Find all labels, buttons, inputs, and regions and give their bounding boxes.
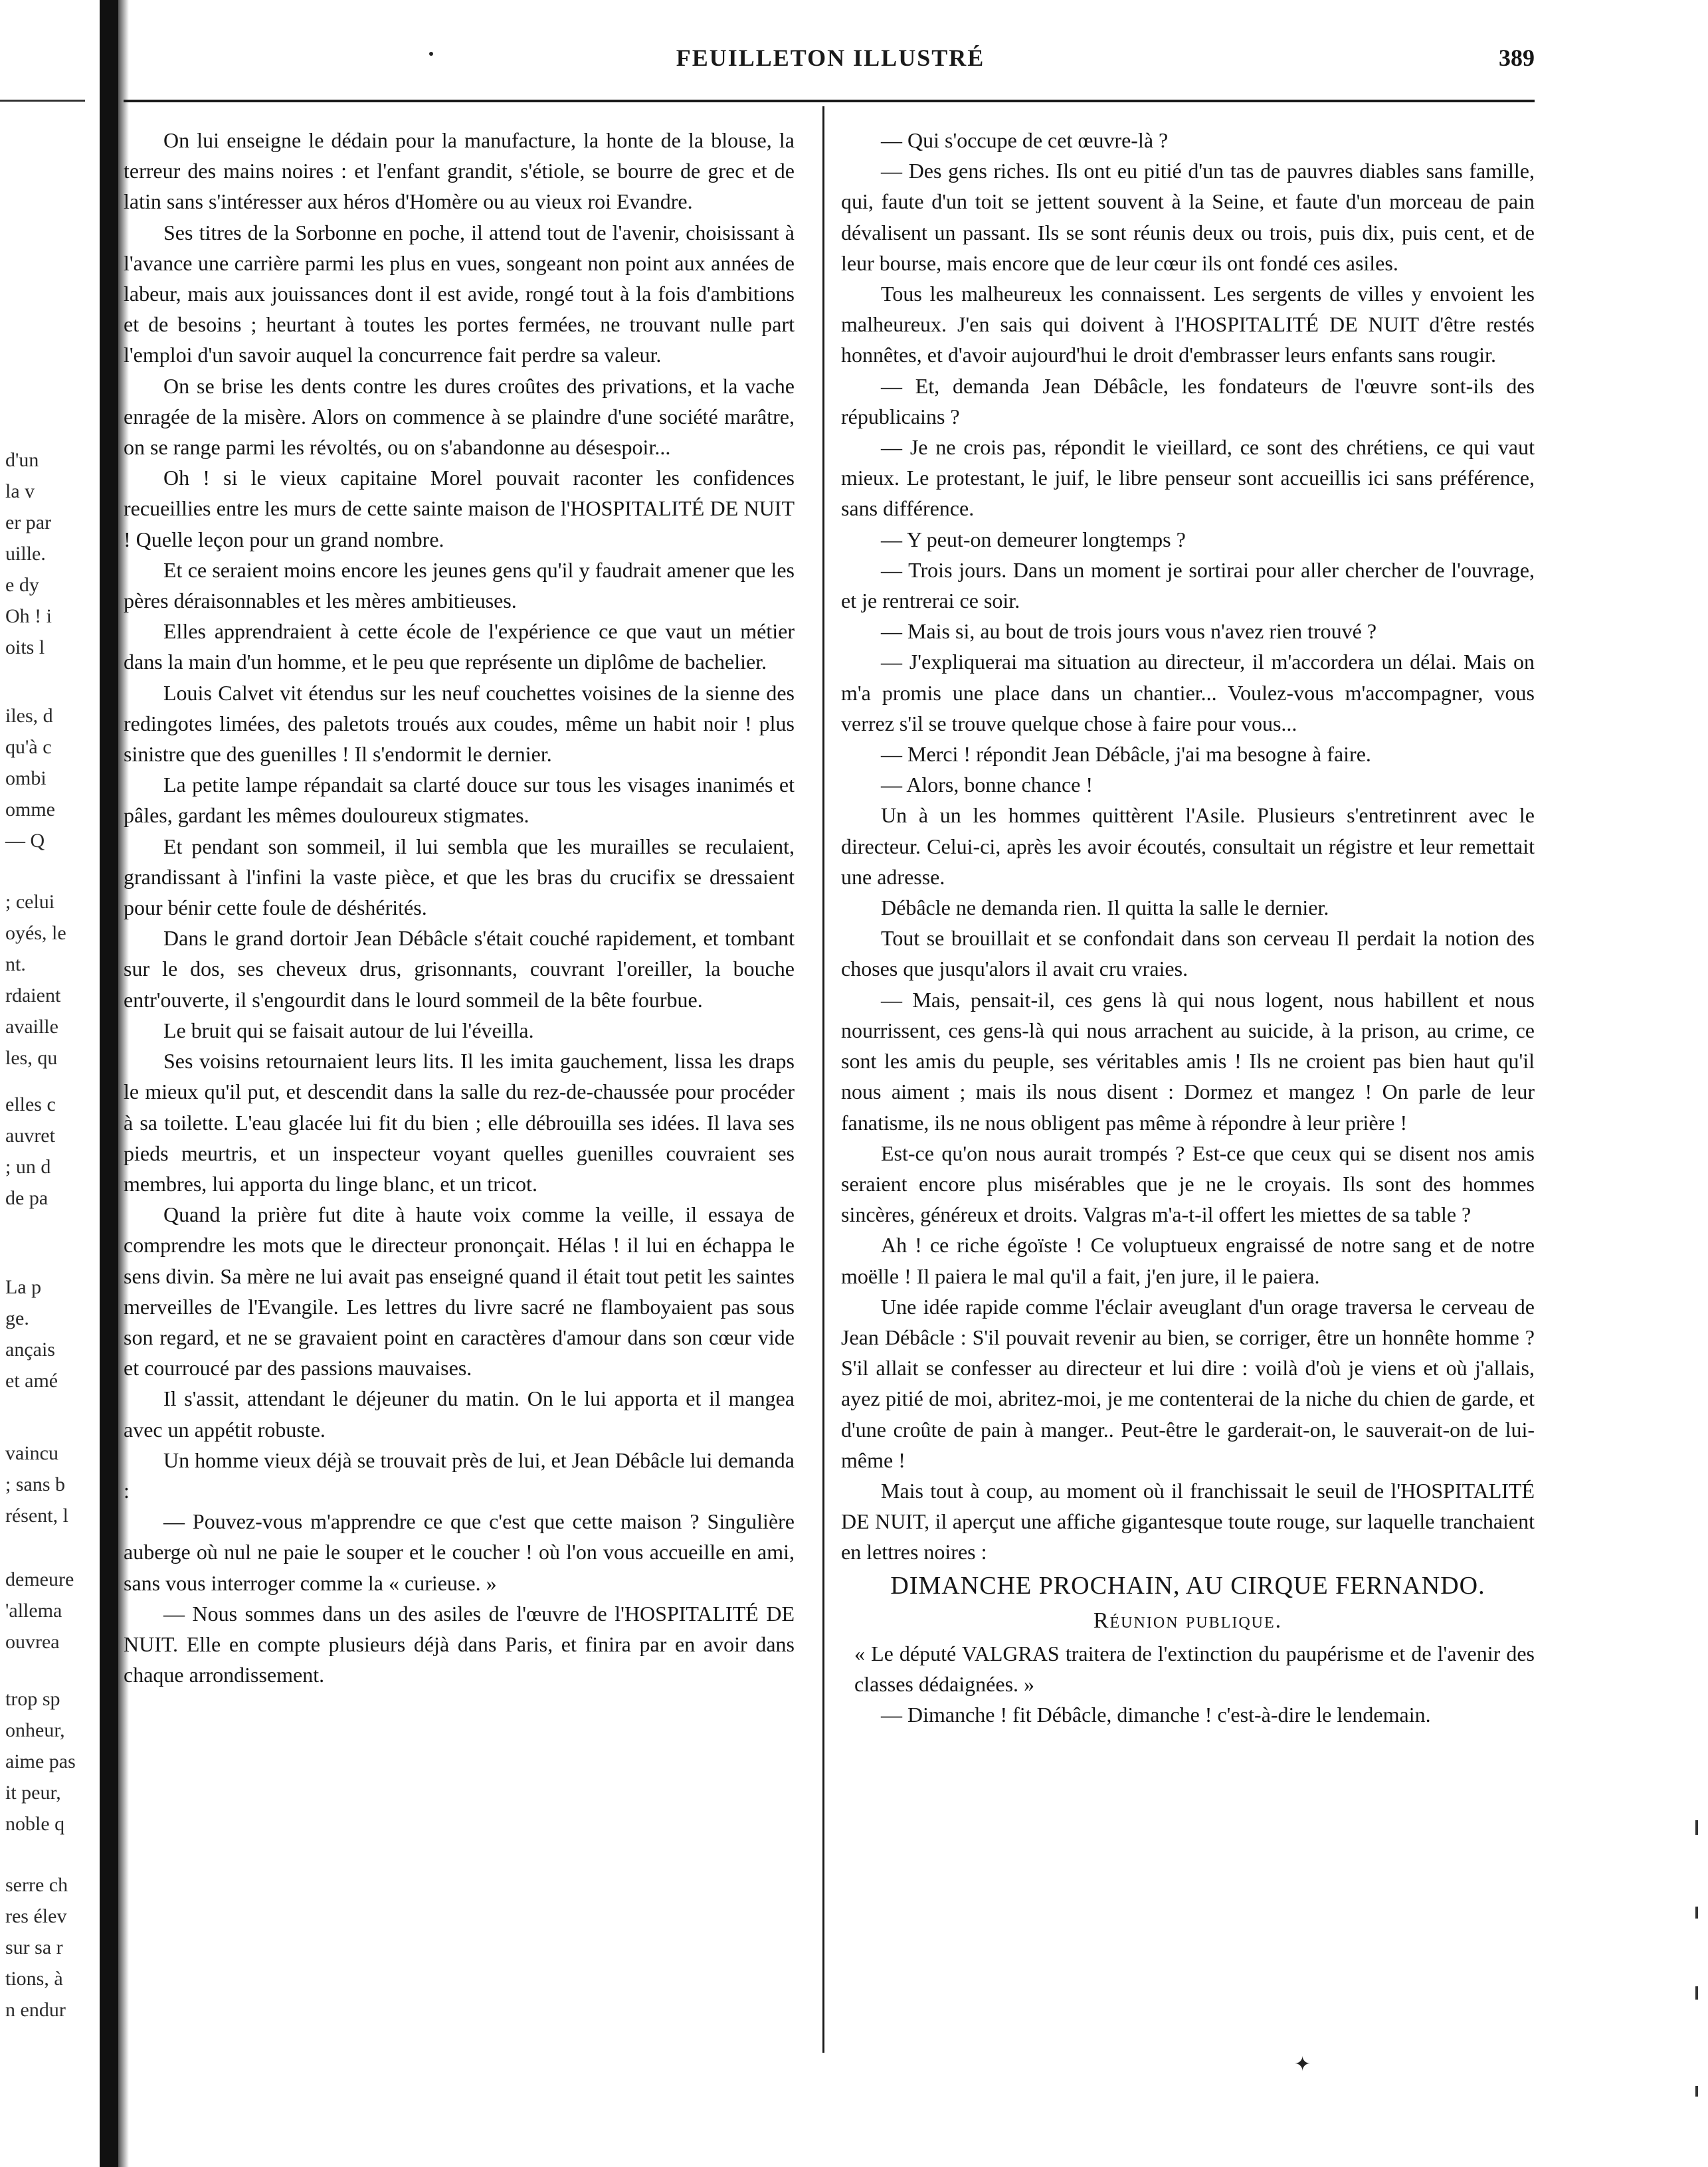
facing-page-fragment: omme: [5, 799, 55, 820]
paragraph: Un à un les hommes quittèrent l'Asile. Plusieurs s'entretinrent avec le directeur. Celui-ci, après les avoir écoutés, consultait un régistre et leur remettait une adresse.: [841, 803, 1535, 889]
closing-paragraph: — Dimanche ! fit Débâcle, dimanche ! c'est-à-dire le lendemain.: [881, 1702, 1431, 1727]
facing-page-fragment: ; celui: [5, 891, 55, 913]
facing-page-fragment: Oh ! i: [5, 605, 52, 627]
paragraph: Et pendant son sommeil, il lui sembla que les murailles se reculaient, grandissant à l'infini la vaste pièce, et que les bras du crucifix se dressaient pour bénir cette foule de déshérités.: [124, 834, 795, 920]
facing-page-fragment: elles c: [5, 1093, 56, 1115]
facing-page-fragment: aime pas: [5, 1750, 76, 1772]
poster-headline: DIMANCHE PROCHAIN, AU CIRQUE FERNANDO.: [890, 1571, 1485, 1600]
scan-edge-mark: [1695, 2086, 1698, 2097]
paragraph: Tout se brouillait et se confondait dans son cerveau Il perdait la notion des choses que jusqu'alors il avait cru vraies.: [841, 926, 1535, 981]
paragraph: Le bruit qui se faisait autour de lui l'éveilla.: [163, 1018, 534, 1042]
paragraph: Est-ce qu'on nous aurait trompés ? Est-ce que ceux qui se disent nos amis seraient encore plus misérables que je ne le croyais. Ils sont des hommes sincères, généreux et droits. Valgras m'a-t-il offert les miettes de sa table ?: [841, 1141, 1535, 1227]
paragraph: Il s'assit, attendant le déjeuner du matin. On le lui apporta et il mangea avec un appétit robuste.: [124, 1386, 795, 1442]
right-column: [841, 125, 1535, 1730]
facing-page-fragment: ge.: [5, 1307, 29, 1329]
facing-page-fragment: de pa: [5, 1187, 48, 1209]
facing-page-fragment: la v: [5, 480, 35, 502]
paragraph: — J'expliquerai ma situation au directeur, il m'accordera un délai. Mais on m'a promis une place dans un chantier... Voulez-vous m'accompagner, vous verrez s'il se trouve quelque chose à faire pour vous...: [841, 650, 1535, 735]
facing-page-fragment: sur sa r: [5, 1936, 63, 1958]
scan-edge-mark: [1695, 1986, 1698, 2000]
paragraph: — Et, demanda Jean Débâcle, les fondateurs de l'œuvre sont-ils des républicains ?: [841, 373, 1535, 428]
paragraph: Débâcle ne demanda rien. Il quitta la salle le dernier.: [881, 895, 1329, 920]
facing-page-fragment: les, qu: [5, 1047, 58, 1069]
paragraph: — Alors, bonne chance !: [881, 773, 1093, 797]
paragraph: Mais tout à coup, au moment où il franchissait le seuil de l'HOSPITALITÉ DE NUIT, il aperçut une affiche gigantesque toute rouge, sur laquelle tranchaient en lettres noires :: [841, 1478, 1535, 1564]
paragraph: Et ce seraient moins encore les jeunes gens qu'il y faudrait amener que les pères déraisonnables et les mères ambitieuses.: [124, 557, 795, 613]
paragraph: Ses voisins retournaient leurs lits. Il les imita gauchement, lissa les draps le mieux qu'il put, et descendit dans la salle du rez-de-chaussée pour procéder à sa toilette. L'eau glacée lui fit du bien ; elle débrouilla ses idées. Il lava ses pieds meurtris, et un inspecteur voyant quelles guenilles couvraient ses membres, lui apporta du linge blanc, et un tricot.: [124, 1049, 795, 1196]
column-divider: [822, 106, 824, 2053]
paragraph: Tous les malheureux les connaissent. Les sergents de villes y envoient les malheureux. J'en sais qui doivent à l'HOSPITALITÉ DE NUIT d'être restés honnêtes, et d'avoir aujourd'hui le droit d'embrasser leurs enfants sans rougir.: [841, 282, 1535, 367]
poster-subheadline: Réunion publique.: [1093, 1608, 1283, 1633]
paragraph: — Mais si, au bout de trois jours vous n'avez rien trouvé ?: [881, 619, 1377, 644]
scan-edge-mark: [1695, 1820, 1698, 1835]
facing-page-fragment: d'un: [5, 449, 39, 471]
paragraph: On lui enseigne le dédain pour la manufacture, la honte de la blouse, la terreur des mains noires : et l'enfant grandit, s'étiole, se bourre de grec et de latin sans s'intéresser aux héros d'Homère ou au vieux roi Evandre.: [124, 128, 795, 214]
facing-page-fragment: oyés, le: [5, 922, 66, 944]
paragraph: Oh ! si le vieux capitaine Morel pouvait raconter les confidences recueillies entre les murs de cette sainte maison de l'HOSPITALITÉ DE NUIT ! Quelle leçon pour un grand nombre.: [124, 466, 795, 551]
poster-text: « Le député VALGRAS traitera de l'extinction du paupérisme et de l'avenir des classes dédaignées. »: [854, 1641, 1535, 1696]
facing-page-fragment: tions, à: [5, 1968, 63, 1990]
paragraph: Ses titres de la Sorbonne en poche, il attend tout de l'avenir, choisissant à l'avance une carrière parmi les plus en vues, songeant non point aux années de labeur, mais aux jouissances dont il est avide, rongé tout à la fois d'ambitions et de besoins ; heurtant à toutes les portes fermées, ne trouvant nulle part l'emploi d'un savoir auquel la concurrence fait perdre sa valeur.: [124, 220, 795, 367]
paragraph: Un homme vieux déjà se trouvait près de lui, et Jean Débâcle lui demanda :: [124, 1448, 795, 1503]
facing-page-fragment: ; sans b: [5, 1473, 65, 1495]
facing-page-fragment: qu'à c: [5, 736, 52, 758]
facing-page-fragment: e dy: [5, 574, 39, 596]
paragraph: — Mais, pensait-il, ces gens là qui nous logent, nous habillent et nous nourrissent, ces gens-là qui nous arrachent au suicide, à la prison, au crime, ce sont les amis du peuple, ses véritables amis ! Ils ne croient pas bien haut qu'il nous aiment ; mais ils nous disent : Dormez et mangez ! On parle de leur fanatisme, ils ne nous obligent pas même à répondre à leur prière !: [841, 987, 1535, 1135]
facing-page-fragment: it peur,: [5, 1782, 61, 1804]
facing-page-fragment: et amé: [5, 1370, 58, 1392]
paragraph: Ah ! ce riche égoïste ! Ce voluptueux engraissé de notre sang et de notre moëlle ! Il paiera le mal qu'il a fait, j'en jure, il le paiera.: [841, 1233, 1535, 1288]
facing-page-fragment: serre ch: [5, 1874, 68, 1896]
facing-page-fragment: La p: [5, 1276, 42, 1298]
facing-page-fragment: onheur,: [5, 1719, 65, 1741]
book-spine-shadow: [100, 0, 118, 2167]
facing-page-fragment: er par: [5, 512, 52, 533]
facing-page-fragment: noble q: [5, 1813, 65, 1835]
facing-page-fragment: demeure: [5, 1568, 74, 1590]
paragraph: — Des gens riches. Ils ont eu pitié d'un tas de pauvres diables sans famille, qui, faute d'un toit se jettent souvent à la Seine, et faute d'un morceau de pain dévalisent un passant. Ils se sont réunis deux ou trois, puis dix, puis cent, et de leur bourse, mais encore que de leur cœur ils ont fondé ces asiles.: [841, 159, 1535, 275]
facing-page-fragment: ombi: [5, 767, 47, 789]
facing-page-fragment: 'allema: [5, 1600, 62, 1622]
facing-page-fragment: n endur: [5, 1999, 66, 2021]
paragraph: Elles apprendraient à cette école de l'expérience ce que vaut un métier dans la main d'un homme, et le peu que représente un diplôme de bachelier.: [124, 619, 795, 674]
facing-page-fragment: vaincu: [5, 1442, 58, 1464]
end-ornament: ✦: [1294, 2053, 1311, 2075]
facing-page-fragment: — Q: [5, 830, 45, 852]
paragraph: — Je ne crois pas, répondit le vieillard, ce sont des chrétiens, ce qui vaut mieux. Le protestant, le juif, le libre penseur sont accueillis ici sans préférence, sans différence.: [841, 435, 1535, 521]
running-title: FEUILLETON ILLUSTRÉ: [676, 45, 985, 71]
paragraph: Une idée rapide comme l'éclair aveuglant d'un orage traversa le cerveau de Jean Débâcle : S'il pouvait revenir au bien, se corriger, être un honnête homme ? S'il allait se confesser au directeur et lui dire : voilà d'où je viens et où j'allais, ayez pitié de moi, abritez-moi, je me contenterai de la niche du chien de garde, et d'une croûte de pain à manger.. Peut-être le garderait-on, le sauverait-on de lui-même !: [841, 1294, 1535, 1472]
facing-page-fragment: uille.: [5, 543, 46, 565]
paragraph: — Merci ! répondit Jean Débâcle, j'ai ma besogne à faire.: [881, 742, 1371, 767]
facing-page-fragment: auvret: [5, 1125, 55, 1147]
header-rule: [124, 100, 1535, 102]
paragraph: — Nous sommes dans un des asiles de l'œuvre de l'HOSPITALITÉ DE NUIT. Elle en compte plusieurs déjà dans Paris, et finira par en avoir dans chaque arrondissement.: [124, 1601, 795, 1687]
facing-page-fragment: availle: [5, 1016, 58, 1038]
facing-page-fragment: résent, l: [5, 1505, 68, 1527]
paragraph: — Qui s'occupe de cet œuvre-là ?: [881, 128, 1169, 152]
paragraph: — Trois jours. Dans un moment je sortirai pour aller chercher de l'ouvrage, et je rentrerai ce soir.: [841, 557, 1535, 613]
paragraph: — Pouvez-vous m'apprendre ce que c'est que cette maison ? Singulière auberge où nul ne paie le souper et le coucher ! où l'on vous accueille en ami, sans vous interroger comme la « curieuse. »: [124, 1509, 795, 1595]
page-number: 389: [1499, 45, 1535, 71]
paragraph: La petite lampe répandait sa clarté douce sur tous les visages inanimés et pâles, gardant les mêmes douloureux stigmates.: [124, 773, 795, 828]
left-column: [124, 125, 795, 1690]
scan-edge-mark: [1695, 1907, 1698, 1919]
facing-page-fragment: ; un d: [5, 1156, 51, 1178]
page-header: [126, 40, 1535, 77]
facing-page-fragment: rdaient: [5, 985, 61, 1006]
facing-page-fragment: trop sp: [5, 1688, 60, 1710]
paragraph: Louis Calvet vit étendus sur les neuf couchettes voisines de la sienne des redingotes limées, des paletots troués aux coudes, même un habit noir ! plus sinistre que des guenilles ! Il s'endormit le dernier.: [124, 680, 795, 767]
facing-page-fragment: ançais: [5, 1339, 55, 1361]
facing-page-rule: [0, 100, 85, 102]
paragraph: Dans le grand dortoir Jean Débâcle s'était couché rapidement, et tombant sur le dos, ses cheveux drus, grisonnants, couvrant l'oreiller, la bouche entr'ouverte, il s'engourdit dans le lourd sommeil de la bête fourbue.: [124, 926, 795, 1012]
paragraph: On se brise les dents contre les dures croûtes des privations, et la vache enragée de la misère. Alors on commence à se plaindre d'une société marâtre, on se range parmi les révoltés, ou on s'abandonne au désespoir...: [124, 373, 795, 460]
scan-speck: [429, 52, 433, 56]
facing-page-fragment: iles, d: [5, 705, 53, 727]
paragraph: Quand la prière fut dite à haute voix comme la veille, il essaya de comprendre les mots que le directeur prononçait. Hélas ! il lui en échappa le sens divin. Sa mère ne lui avait pas enseigné quand il était tout petit les saintes merveilles de l'Evangile. Les lettres du livre sacré ne flamboyaient pas sous son regard, et ne se gravaient point en caractères d'amour dans son cœur vide et courroucé par des passions mauvaises.: [124, 1202, 795, 1380]
facing-page-fragment: res élev: [5, 1905, 67, 1927]
facing-page-fragment: ouvrea: [5, 1631, 60, 1653]
paragraph: — Y peut-on demeurer longtemps ?: [881, 527, 1186, 551]
facing-page-fragment: nt.: [5, 953, 26, 975]
facing-page-fragment: oits l: [5, 636, 45, 658]
